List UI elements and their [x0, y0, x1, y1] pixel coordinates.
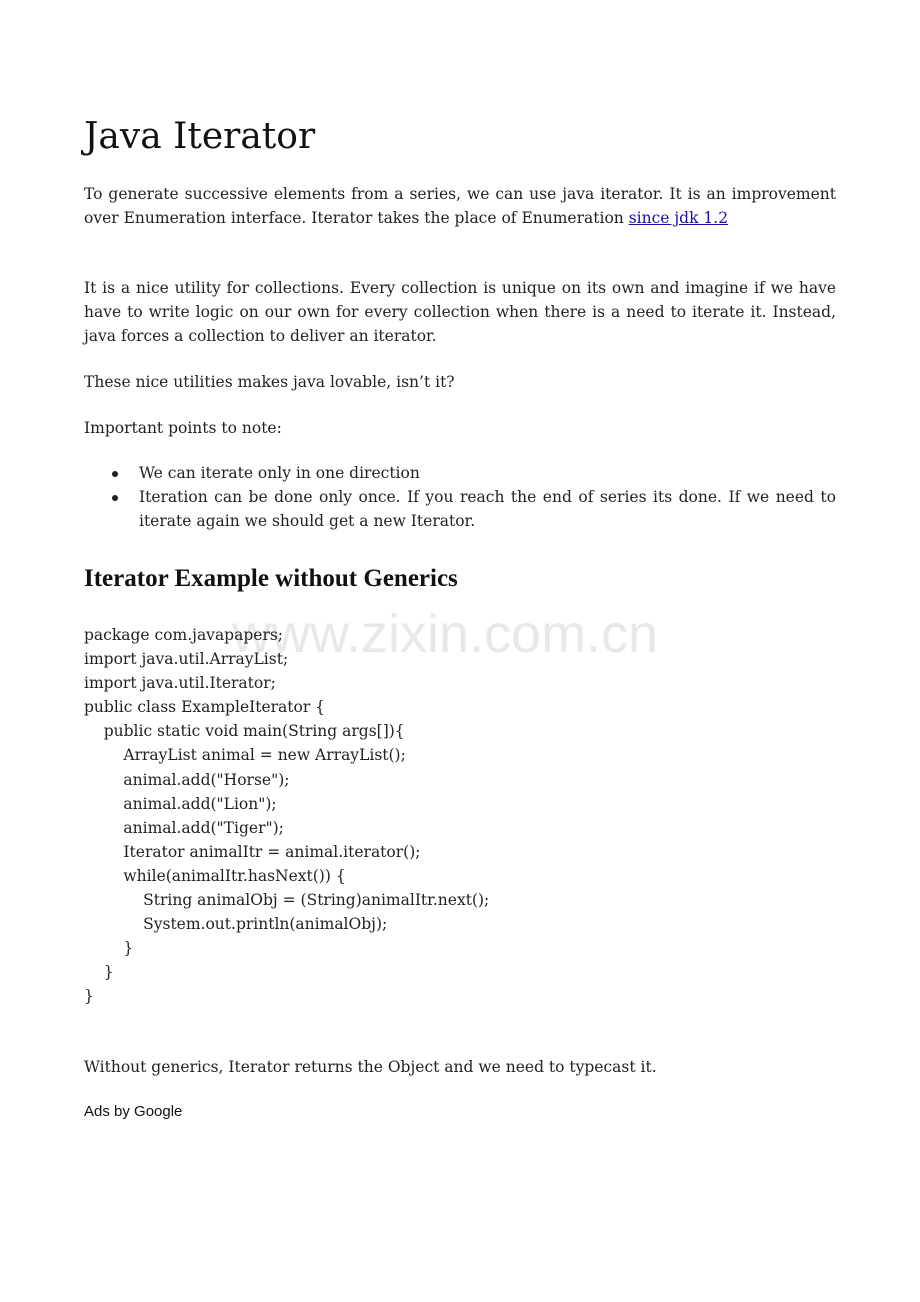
page-title: Java Iterator	[84, 116, 316, 157]
point-text: We can iterate only in one direction	[139, 464, 420, 482]
code-line: import java.util.Iterator;	[84, 674, 276, 693]
important-points-label: Important points to note:	[84, 419, 282, 437]
code-line: while(animalItr.hasNext()) {	[84, 866, 346, 885]
intro-text: To generate successive elements from a series, we can use java iterator. It is an improvement over Enumeration interface. Iterator takes the place of Enumeration	[84, 185, 836, 227]
ads-label[interactable]: Ads by Google	[84, 1103, 183, 1120]
since-jdk-link[interactable]: since jdk 1.2	[628, 209, 729, 227]
code-line: System.out.println(animalObj);	[84, 915, 388, 934]
code-line: public class ExampleIterator {	[84, 698, 326, 717]
watermark: www.zixin.com.cn	[232, 604, 659, 664]
code-line: String animalObj = (String)animalItr.next();	[84, 891, 490, 910]
code-line: animal.add("Lion");	[84, 794, 277, 813]
bullet-icon	[112, 471, 118, 477]
code-line: }	[84, 987, 94, 1006]
code-line: }	[84, 939, 134, 958]
code-block	[84, 623, 489, 1009]
code-line: animal.add("Horse");	[84, 770, 290, 789]
list-item	[84, 461, 836, 485]
code-line: animal.add("Tiger");	[84, 818, 284, 837]
code-line: ArrayList animal = new ArrayList();	[84, 746, 406, 765]
code-line: import java.util.ArrayList;	[84, 650, 289, 669]
code-line: }	[84, 963, 114, 982]
list-item	[84, 485, 836, 533]
closing-paragraph: Without generics, Iterator returns the Object and we need to typecast it.	[84, 1058, 657, 1076]
section-heading: Iterator Example without Generics	[84, 565, 458, 592]
collections-paragraph: It is a nice utility for collections. Every collection is unique on its own and imagine if we have have to write logic on our own for every collection when there is a need to iterate it. Instead, java forces a collection to deliver an iterator.	[84, 279, 836, 345]
lovable-paragraph: These nice utilities makes java lovable, isn’t it?	[84, 373, 455, 391]
intro-paragraph	[84, 182, 836, 230]
point-text: Iteration can be done only once. If you reach the end of series its done. If we need to iterate again we should get a new Iterator.	[139, 488, 836, 530]
code-line: Iterator animalItr = animal.iterator();	[84, 842, 421, 861]
points-list	[84, 461, 836, 533]
bullet-icon	[112, 495, 118, 501]
code-line: public static void main(String args[]){	[84, 722, 405, 741]
code-line: package com.javapapers;	[84, 626, 284, 644]
